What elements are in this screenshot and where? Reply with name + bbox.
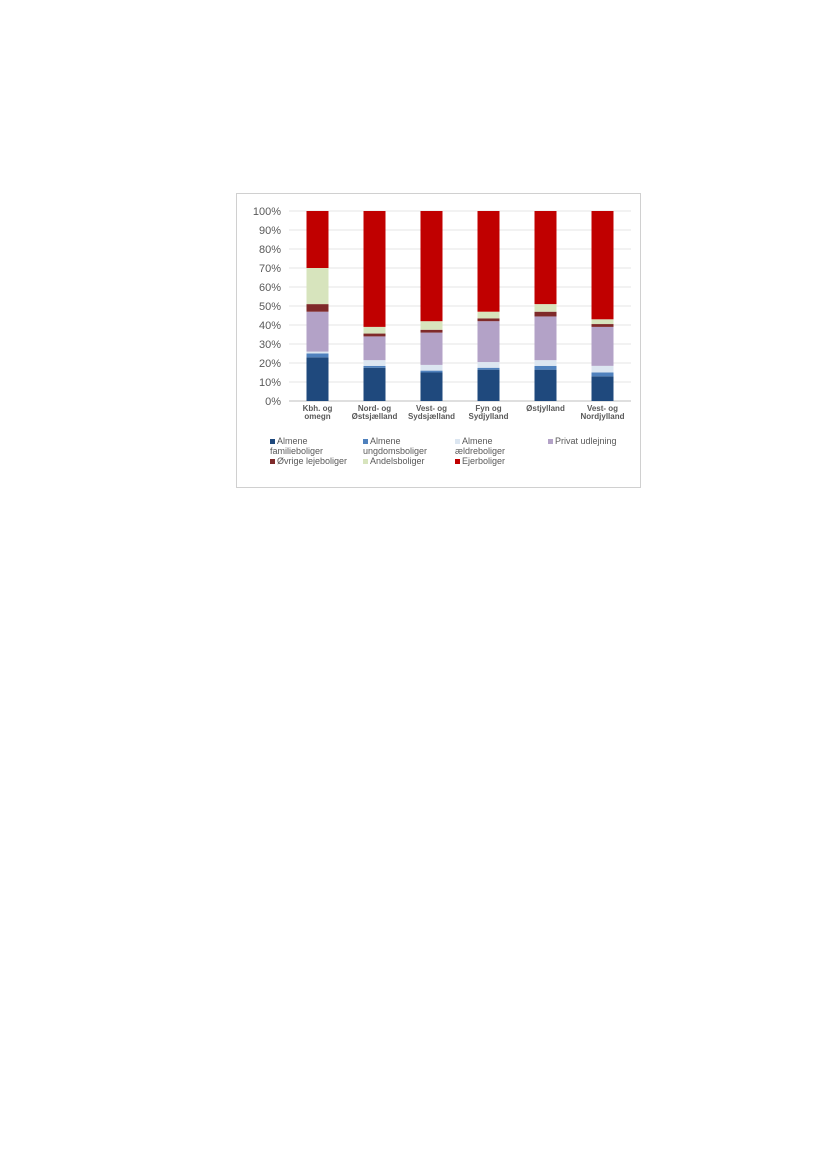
legend-swatch (455, 439, 460, 444)
bar-segment (592, 366, 614, 373)
bar-segment (421, 211, 443, 321)
y-tick-label: 30% (258, 339, 281, 351)
y-tick-label: 40% (258, 320, 281, 332)
bar-segment (478, 211, 500, 312)
bar-segment (421, 330, 443, 333)
bar-segment (307, 352, 329, 354)
bar-segment (421, 365, 443, 371)
bar-segment (592, 211, 614, 319)
x-category-label: Fyn og (475, 404, 502, 413)
bar-segment (592, 376, 614, 401)
bar-segment (535, 312, 557, 317)
legend-label: Andelsboliger (370, 456, 425, 466)
bar-segment (478, 362, 500, 368)
bar-segment (478, 321, 500, 362)
bar-segment (478, 368, 500, 370)
legend-label: Almene (277, 436, 308, 446)
stacked-bar-chart (237, 194, 642, 489)
bar-segment (421, 371, 443, 373)
legend-label: ungdomsboliger (363, 446, 428, 456)
bar-segment (364, 327, 386, 334)
legend-swatch (363, 459, 368, 464)
x-category-label: Nord- og (357, 404, 392, 413)
bar-segment (421, 333, 443, 365)
bar-segment (307, 312, 329, 352)
bar-segment (535, 316, 557, 360)
legend-swatch (455, 459, 460, 464)
x-category-label: Kbh. og (302, 404, 333, 413)
bar-segment (592, 324, 614, 327)
bar-segment (364, 360, 386, 366)
x-category-label: Vest- og (415, 404, 448, 413)
bar-segment (307, 304, 329, 312)
y-tick-label: 80% (258, 244, 281, 256)
y-tick-label: 50% (258, 301, 281, 313)
x-category-label: Vest- og (586, 404, 619, 413)
y-tick-label: 60% (258, 282, 281, 294)
legend-label: Almene (462, 436, 493, 446)
bar-segment (535, 360, 557, 366)
y-tick-label: 70% (258, 263, 281, 275)
legend-swatch (270, 439, 275, 444)
bar-segment (307, 211, 329, 268)
bar-segment (421, 321, 443, 330)
bar-segment (592, 373, 614, 377)
bar-segment (592, 327, 614, 366)
legend-label: Ejerboliger (462, 456, 506, 466)
x-category-label: Østsjælland (351, 412, 398, 421)
y-tick-label: 0% (265, 396, 281, 408)
x-category-label: Sydjylland (468, 412, 509, 421)
bar-segment (307, 268, 329, 304)
bar-segment (535, 370, 557, 401)
bar-segment (535, 304, 557, 312)
legend-swatch (363, 439, 368, 444)
legend-label: Øvrige lejeboliger (277, 456, 348, 466)
bar-segment (478, 318, 500, 321)
legend-label: Almene (370, 436, 401, 446)
bar-segment (535, 211, 557, 304)
x-category-label: omegn (304, 412, 331, 421)
bar-segment (307, 357, 329, 401)
bar-segment (421, 373, 443, 402)
legend-swatch (270, 459, 275, 464)
legend-label: ældreboliger (455, 446, 506, 456)
bar-segment (364, 366, 386, 368)
x-category-label: Sydsjælland (407, 412, 456, 421)
x-category-label: Østjylland (526, 404, 565, 413)
y-tick-label: 20% (258, 358, 281, 370)
bar-segment (364, 211, 386, 327)
bar-segment (478, 312, 500, 319)
bar-segment (364, 336, 386, 360)
x-category-label: Nordjylland (580, 412, 625, 421)
bar-segment (478, 370, 500, 401)
legend-swatch (548, 439, 553, 444)
chart-container (236, 193, 641, 488)
y-tick-label: 10% (258, 377, 281, 389)
y-tick-label: 100% (252, 206, 281, 218)
bar-segment (364, 334, 386, 337)
legend-label: familieboliger (270, 446, 324, 456)
bar-segment (307, 354, 329, 358)
bar-segment (364, 368, 386, 401)
bar-segment (592, 319, 614, 324)
legend-label: Privat udlejning (555, 436, 617, 446)
bar-segment (535, 366, 557, 370)
y-tick-label: 90% (258, 225, 281, 237)
